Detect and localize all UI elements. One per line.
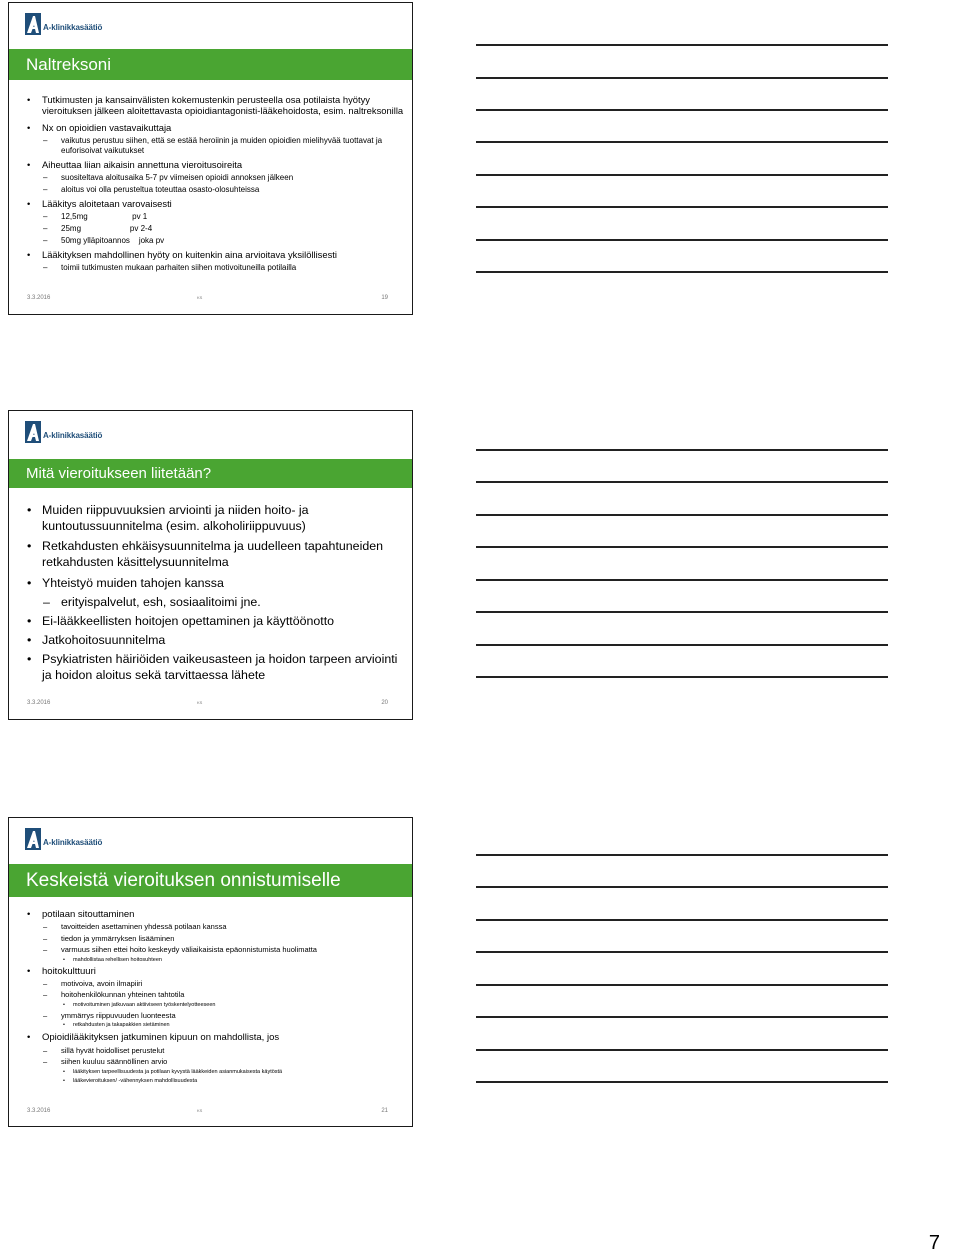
- bullet-item: • potilaan sitouttaminen: [27, 909, 404, 920]
- slide-keskeista-vieroitukselle: [8, 817, 413, 1127]
- note-line: [476, 449, 888, 451]
- slide-title-band: [9, 459, 412, 488]
- sub-bullet-item: – motivoiva, avoin ilmapiiri: [27, 979, 404, 988]
- bullet-item: • Jatkohoitosuunnitelma: [27, 632, 404, 648]
- sub-bullet-item: – tavoitteiden asettaminen yhdessä potilaan kanssa: [27, 922, 404, 931]
- sub-bullet-item: – sillä hyvät hoidolliset perustelut: [27, 1046, 404, 1055]
- note-line: [476, 174, 888, 176]
- slide-title: Keskeistä vieroituksen onnistumiselle: [26, 870, 341, 891]
- sub-bullet-item: – tiedon ja ymmärryksen lisääminen: [27, 934, 404, 943]
- slide-naltreksoni: [8, 2, 413, 315]
- sub-bullet-item: – 12,5mg pv 1: [27, 212, 404, 222]
- logo-text: A-klinikkasäätiö: [43, 431, 103, 440]
- bullet-item: • Lääkitys aloitetaan varovaisesti: [27, 198, 404, 209]
- slide-content: [27, 909, 404, 1085]
- note-line: [476, 919, 888, 921]
- note-line: [476, 77, 888, 79]
- note-line: [476, 644, 888, 646]
- note-line: [476, 109, 888, 111]
- sub-bullet-item: – siihen kuuluu säännöllinen arvio: [27, 1057, 404, 1066]
- note-line: [476, 481, 888, 483]
- sub-bullet-item: – varmuus siihen ettei hoito keskeydy väliaikaisista epäonnistumista huolimatta: [27, 945, 404, 954]
- bullet-item: • Yhteistyö muiden tahojen kanssa: [27, 575, 404, 591]
- slide-footer-mark: KS: [197, 700, 203, 705]
- note-line: [476, 239, 888, 241]
- note-line: [476, 1016, 888, 1018]
- bullet-item: • Ei-lääkkeellisten hoitojen opettaminen ja käyttöönotto: [27, 613, 404, 629]
- sub-sub-bullet-item: • mahdollistaa rehellisen hoitosuhteen: [27, 957, 404, 964]
- slide-number: 21: [381, 1108, 388, 1114]
- note-line: [476, 141, 888, 143]
- note-line: [476, 886, 888, 888]
- logo-text: A-klinikkasäätiö: [43, 23, 103, 32]
- note-line: [476, 546, 888, 548]
- sub-bullet-item: – aloitus voi olla perusteltua toteuttaa osasto-olosuhteissa: [27, 185, 404, 195]
- bullet-item: • Tutkimusten ja kansainvälisten kokemustenkin perusteella osa potilaista hyötyy vieroituksen jälkeen aloitettavasta opioidiantagonisti-lääkehoidosta, esim. naltreksonilla: [27, 94, 404, 117]
- slide-title-band: [9, 49, 412, 80]
- sub-bullet-item: – vaikutus perustuu siihen, että se estää heroiinin ja muiden opioidien mielihyvää tuottavat ja euforisoivat vaikutukset: [27, 136, 404, 156]
- sub-bullet-item: – 50mg ylläpitoannos joka pv: [27, 236, 404, 246]
- slide-footer-mark: KS: [197, 1108, 203, 1113]
- bullet-item: • Muiden riippuvuuksien arviointi ja niiden hoito- ja kuntoutussuunnitelma (esim. alkoholiriippuvuus): [27, 502, 404, 534]
- slide-title-band: [9, 864, 412, 897]
- note-line: [476, 271, 888, 273]
- note-line: [476, 611, 888, 613]
- note-line: [476, 44, 888, 46]
- slide-footer-mark: KS: [197, 295, 203, 300]
- sub-bullet-item: – toimii tutkimusten mukaan parhaiten siihen motivoituneilla potilailla: [27, 263, 404, 273]
- note-line: [476, 951, 888, 953]
- slide-title: Mitä vieroitukseen liitetään?: [26, 465, 212, 482]
- note-line: [476, 854, 888, 856]
- a-klinikka-logo-icon: [25, 13, 41, 35]
- sub-bullet-item: – suositeltava aloitusaika 5-7 pv viimeisen opioidi annoksen jälkeen: [27, 173, 404, 183]
- note-line: [476, 1049, 888, 1051]
- slide-date: 3.3.2016: [27, 700, 51, 706]
- note-line: [476, 206, 888, 208]
- bullet-item: • Aiheuttaa liian aikaisin annettuna vieroitusoireita: [27, 159, 404, 170]
- note-line: [476, 676, 888, 678]
- sub-sub-bullet-item: • motivoituminen jatkuvaan aktiiviseen työskentelyotteeseen: [27, 1002, 404, 1009]
- note-line: [476, 579, 888, 581]
- note-line: [476, 1081, 888, 1083]
- a-klinikka-logo-icon: [25, 421, 41, 443]
- slide-content: [27, 94, 404, 273]
- slide-date: 3.3.2016: [27, 1108, 51, 1114]
- bullet-item: • Nx on opioidien vastavaikuttaja: [27, 122, 404, 133]
- page-number: 7: [928, 1232, 940, 1254]
- sub-sub-bullet-item: • lääkevieroituksen/ -vähennyksen mahdollisuudesta: [27, 1078, 404, 1085]
- sub-bullet-item: – erityispalvelut, esh, sosiaalitoimi jne.: [27, 594, 404, 610]
- slide-title: Naltreksoni: [26, 55, 112, 74]
- note-line: [476, 514, 888, 516]
- sub-sub-bullet-item: • retkahdusten ja takapakkien sietäminen: [27, 1022, 404, 1029]
- a-klinikka-logo-icon: [25, 828, 41, 850]
- sub-bullet-item: – ymmärrys riippuvuuden luonteesta: [27, 1011, 404, 1020]
- note-line: [476, 984, 888, 986]
- bullet-item: • Opioidilääkityksen jatkuminen kipuun on mahdollista, jos: [27, 1032, 404, 1043]
- bullet-item: • hoitokulttuuri: [27, 966, 404, 977]
- slide-content: [27, 502, 404, 683]
- sub-bullet-item: – hoitohenkilökunnan yhteinen tahtotila: [27, 990, 404, 999]
- bullet-item: • Psykiatristen häiriöiden vaikeusasteen ja hoidon tarpeen arviointi ja hoidon aloitus sekä tarvittaessa lähete: [27, 651, 404, 683]
- slide-number: 19: [381, 295, 388, 301]
- sub-sub-bullet-item: • lääkityksen tarpeellisuudesta ja potilaan kyvystä lääkkeiden asianmukaisesta käytöstä: [27, 1069, 404, 1076]
- bullet-item: • Retkahdusten ehkäisysuunnitelma ja uudelleen tapahtuneiden retkahdusten käsittelysuunnitelma: [27, 538, 404, 570]
- logo-text: A-klinikkasäätiö: [43, 838, 103, 847]
- bullet-item: • Lääkityksen mahdollinen hyöty on kuitenkin aina arvioitava yksilöllisesti: [27, 249, 404, 260]
- sub-bullet-item: – 25mg pv 2-4: [27, 224, 404, 234]
- slide-date: 3.3.2016: [27, 295, 51, 301]
- slide-vieroitukseen-liitetaan: [8, 410, 413, 720]
- slide-number: 20: [381, 700, 388, 706]
